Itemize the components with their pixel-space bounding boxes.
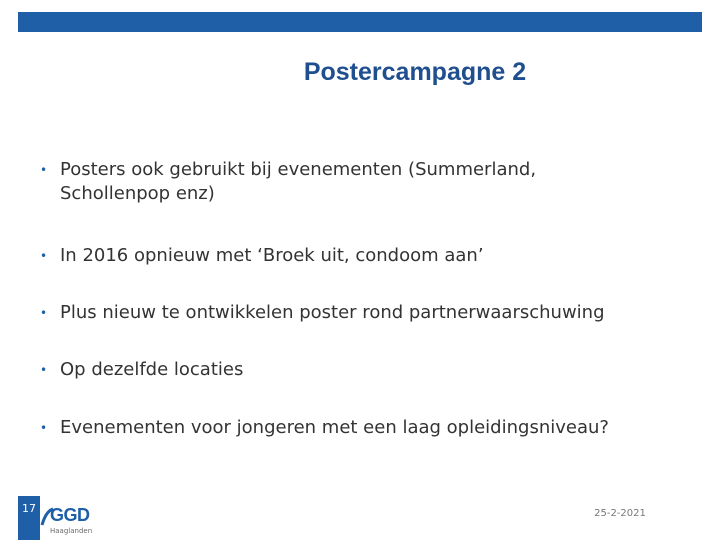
bullet-item-2: [40, 244, 710, 270]
bullet-item-4: [40, 358, 710, 384]
slide-date: 25-2-2021: [594, 508, 646, 519]
bullet-text-line-2: Schollenpop enz): [60, 183, 215, 204]
bullet-item-3: [40, 301, 710, 327]
bullet-icon: •: [40, 421, 48, 435]
bullet-icon: •: [40, 163, 48, 177]
logo-text: GGD: [50, 505, 90, 525]
bullet-text: Evenementen voor jongeren met een laag opleidingsniveau?: [60, 417, 609, 438]
bullet-text: Plus nieuw te ontwikkelen poster rond partnerwaarschuwing: [60, 302, 605, 323]
logo-subtext: Haaglanden: [50, 527, 93, 535]
bullet-icon: •: [40, 306, 48, 320]
bullet-icon: •: [40, 249, 48, 263]
bullet-icon: •: [40, 363, 48, 377]
header-bar: [18, 12, 702, 32]
bullet-text: Op dezelfde locaties: [60, 359, 244, 380]
bullet-text-line-1: Posters ook gebruikt bij evenementen (Summerland,: [60, 159, 537, 180]
bullet-item-1: [40, 158, 710, 208]
slide-title: Postercampagne 2: [303, 58, 527, 86]
ggd-logo: [44, 505, 104, 537]
page-number: 17: [22, 502, 36, 515]
bullet-item-5: [40, 416, 710, 442]
bullet-text: In 2016 opnieuw met ‘Broek uit, condoom aan’: [60, 245, 484, 266]
